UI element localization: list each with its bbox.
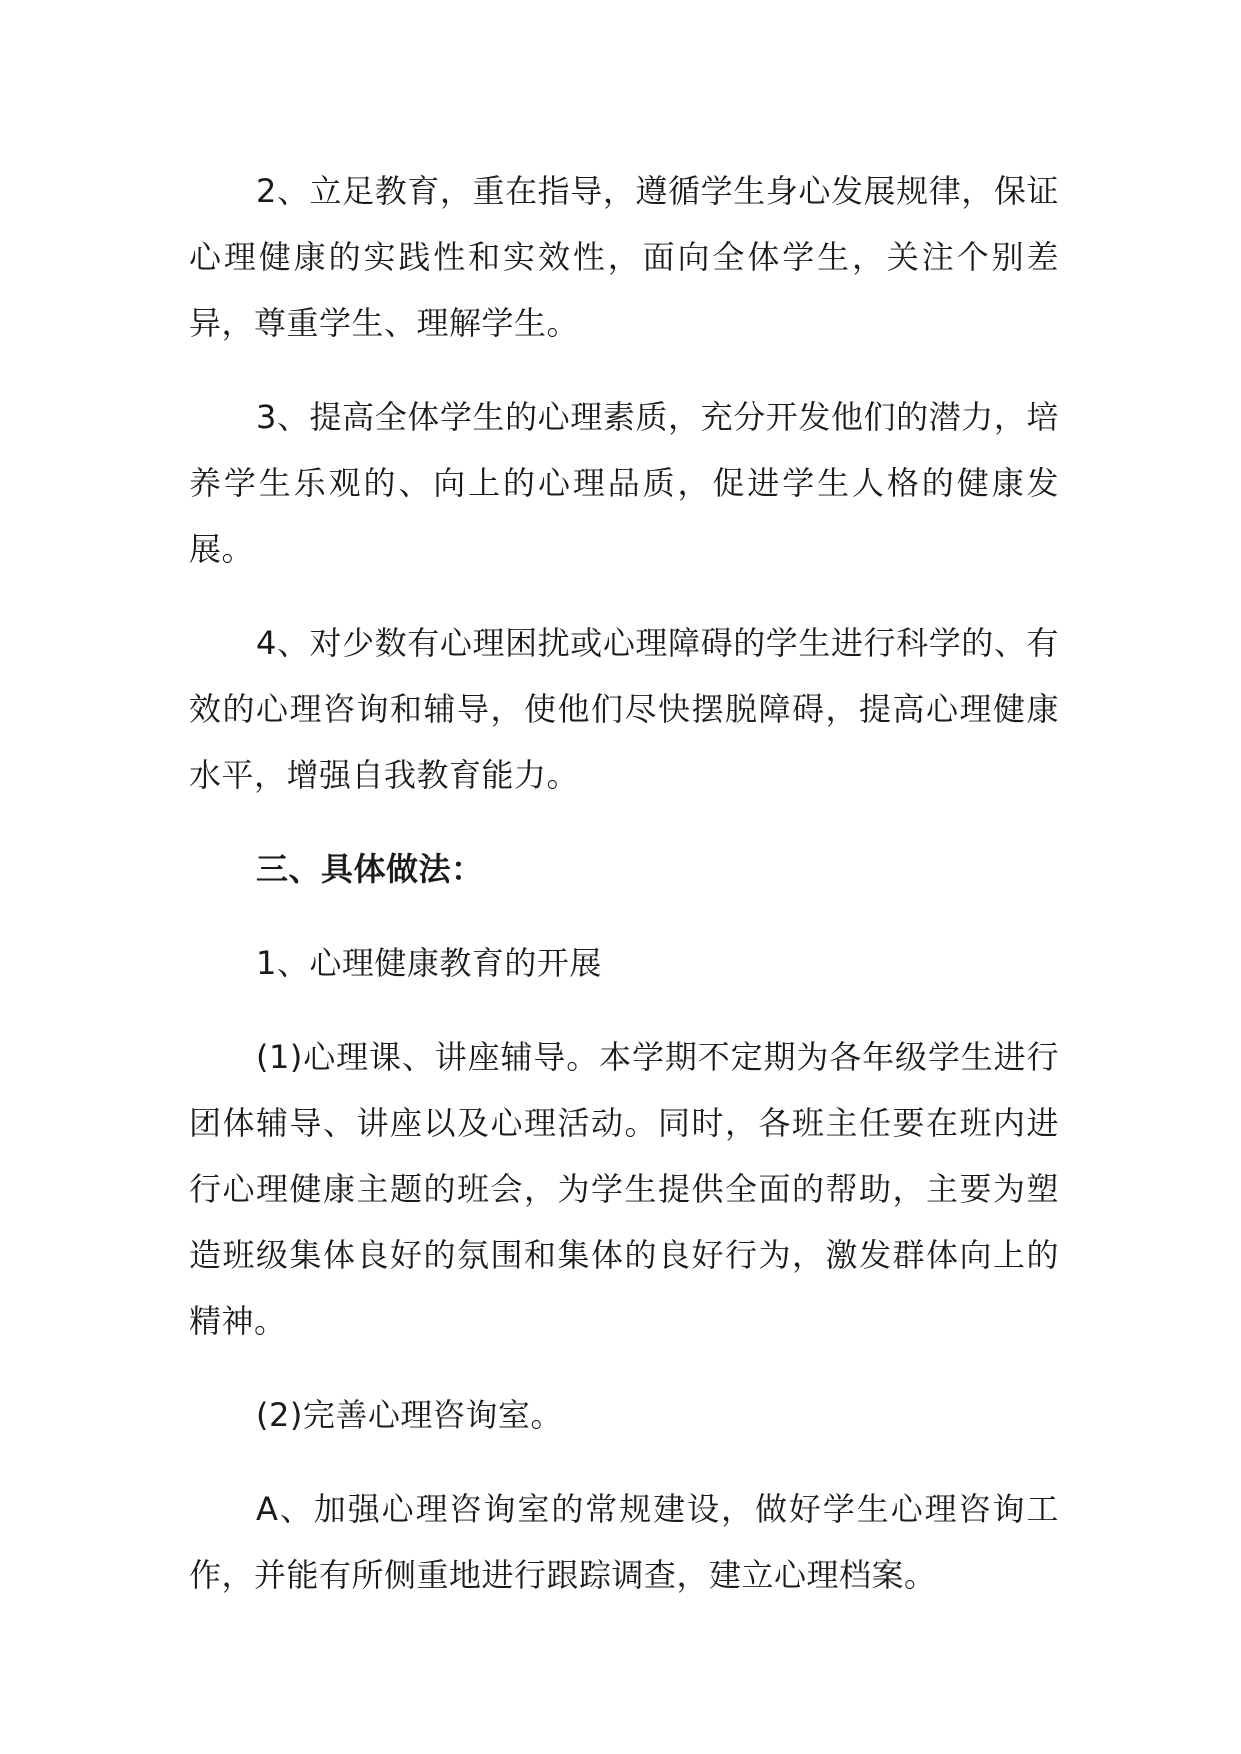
paragraph-principle-2: 2、立足教育，重在指导，遵循学生身心发展规律，保证心理健康的实践性和实效性，面向全体学生，关注个别差异，尊重学生、理解学生。 [189,172,1059,342]
subheading-mental-health-education: 1、心理健康教育的开展 [256,944,602,982]
document-body [189,158,1059,1636]
paragraph-improve-counseling-room: (2)完善心理咨询室。 [256,1396,563,1434]
paragraph-principle-4: 4、对少数有心理困扰或心理障碍的学生进行科学的、有效的心理咨询和辅导，使他们尽快摆脱障碍，提高心理健康水平，增强自我教育能力。 [189,624,1059,794]
paragraph-lectures-counseling: (1)心理课、讲座辅导。本学期不定期为各年级学生进行团体辅导、讲座以及心理活动。同时，各班主任要在班内进行心理健康主题的班会，为学生提供全面的帮助，主要为塑造班级集体良好的氛围和集体的良好行为，激发群体向上的精神。 [189,1038,1059,1340]
section-heading-specific-methods: 三、具体做法： [256,850,484,888]
paragraph-principle-3: 3、提高全体学生的心理素质，充分开发他们的潜力，培养学生乐观的、向上的心理品质，促进学生人格的健康发展。 [189,398,1059,568]
paragraph-counseling-room-construction: A、加强心理咨询室的常规建设，做好学生心理咨询工作，并能有所侧重地进行跟踪调查，建立心理档案。 [189,1490,1059,1594]
